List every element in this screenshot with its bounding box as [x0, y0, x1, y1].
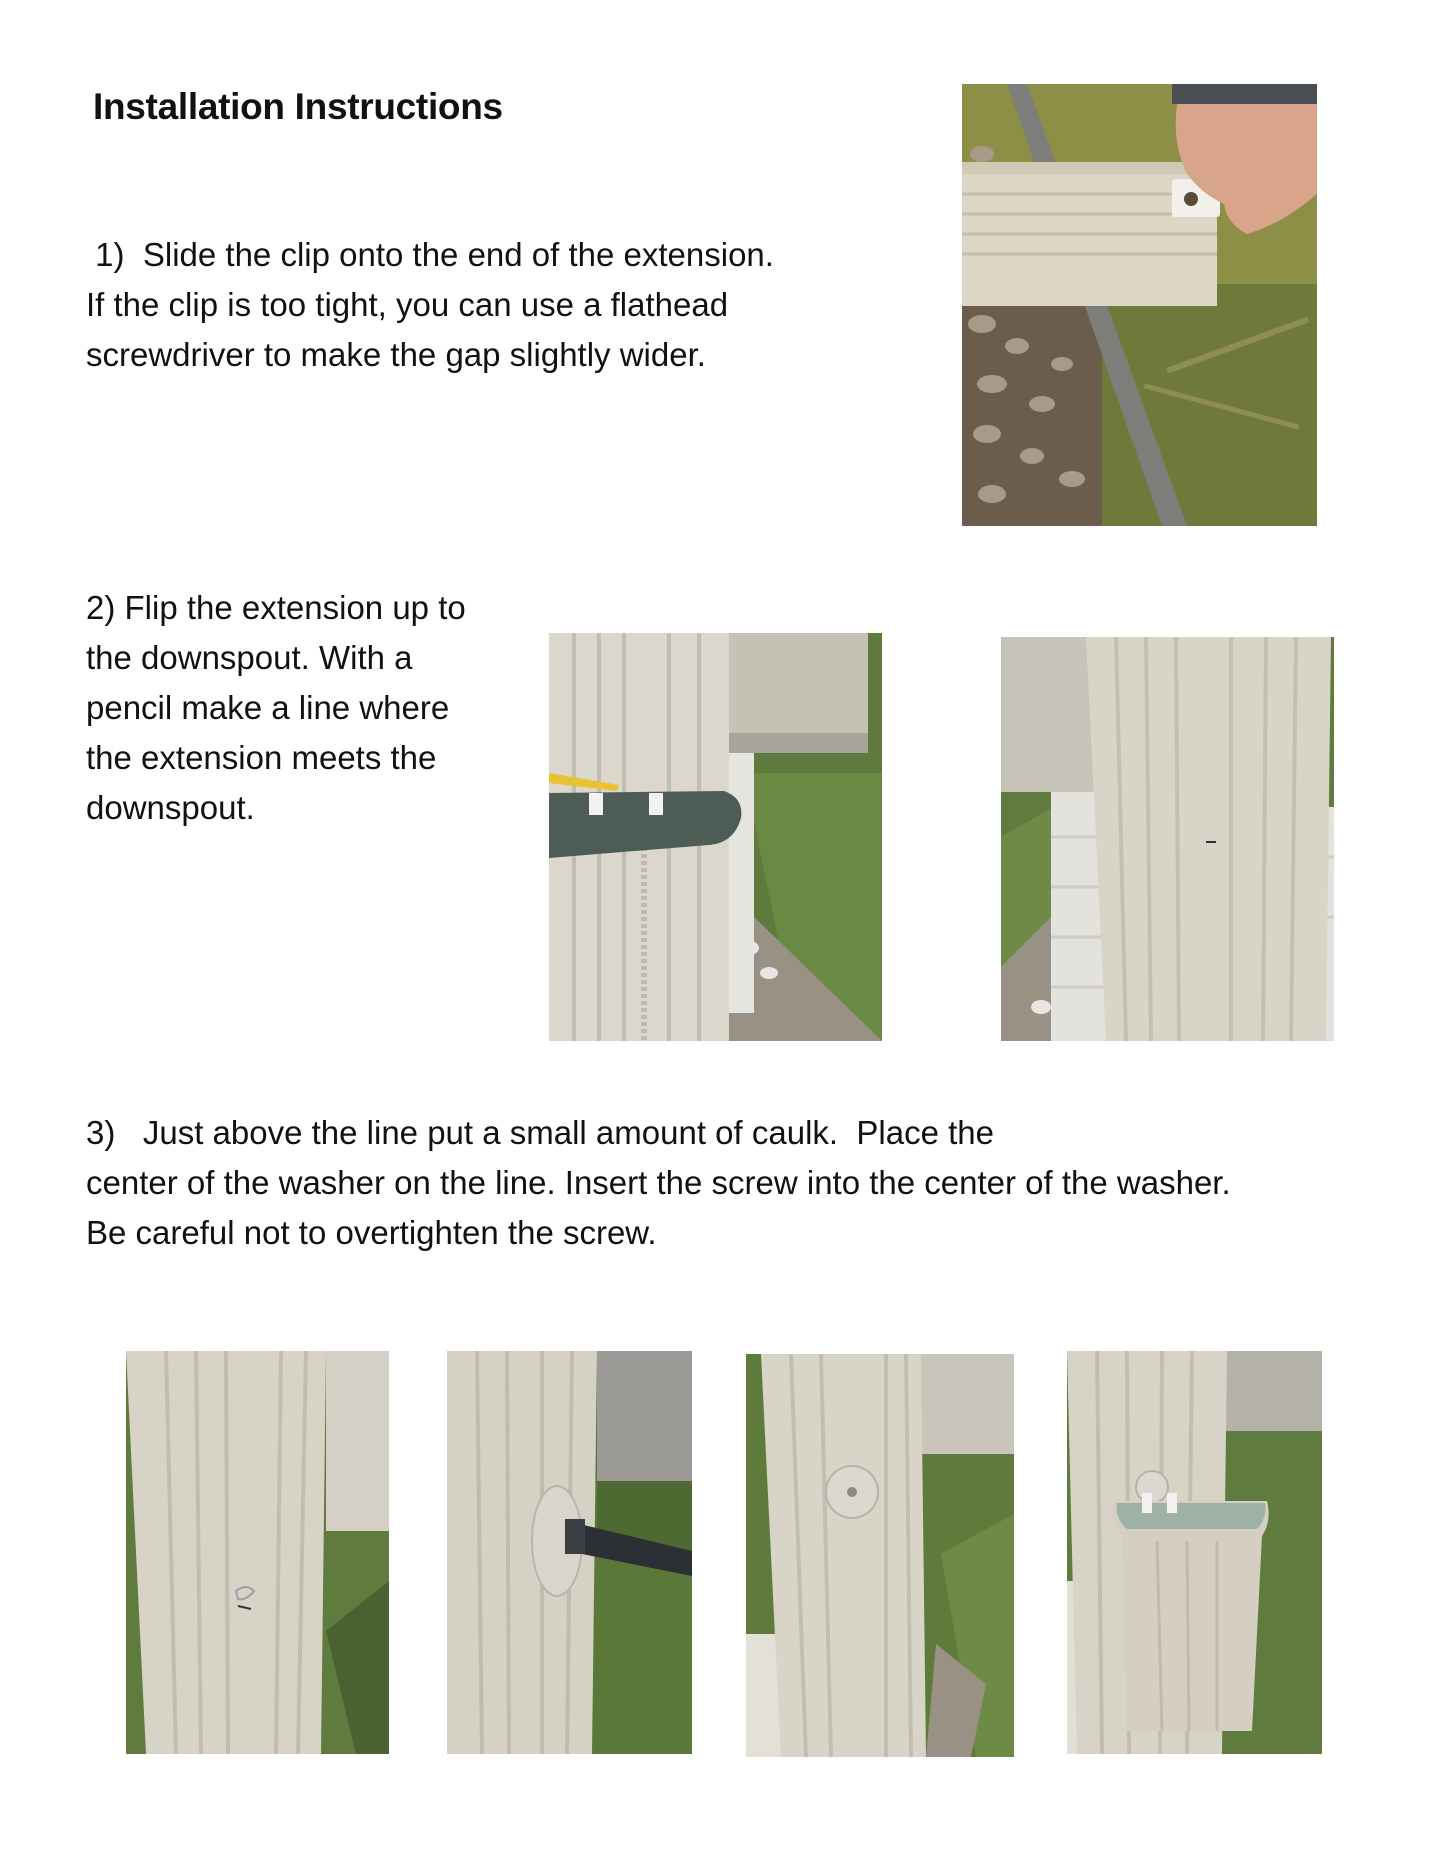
step-3-text	[86, 1108, 1231, 1258]
step-1-line: screwdriver to make the gap slightly wider.	[86, 336, 706, 373]
step-2-line: downspout.	[86, 789, 255, 826]
step-3-line: 3) Just above the line put a small amount of caulk. Place the	[86, 1114, 994, 1151]
step-3-line: center of the washer on the line. Insert the screw into the center of the washer.	[86, 1164, 1231, 1201]
step-1-line: If the clip is too tight, you can use a flathead	[86, 286, 729, 323]
step-3-line: Be careful not to overtighten the screw.	[86, 1214, 657, 1251]
step-3-photo-washer	[746, 1354, 1014, 1757]
step-2-line: pencil make a line where	[86, 689, 450, 726]
page-title: Installation Instructions	[93, 86, 503, 127]
step-1-line: 1) Slide the clip onto the end of the extension.	[86, 236, 774, 273]
step-3-photo-drilling	[447, 1351, 692, 1754]
step-2-text	[86, 583, 466, 833]
step-1-text	[86, 230, 774, 380]
step-3-photo-hung	[1067, 1351, 1322, 1754]
step-1-photo	[962, 84, 1317, 526]
step-2-line: the downspout. With a	[86, 639, 413, 676]
step-2-photo-marking	[549, 633, 882, 1041]
step-2-line: 2) Flip the extension up to	[86, 589, 466, 626]
step-2-photo-marked	[1001, 637, 1334, 1041]
step-3-photo-caulk	[126, 1351, 389, 1754]
step-2-line: the extension meets the	[86, 739, 437, 776]
